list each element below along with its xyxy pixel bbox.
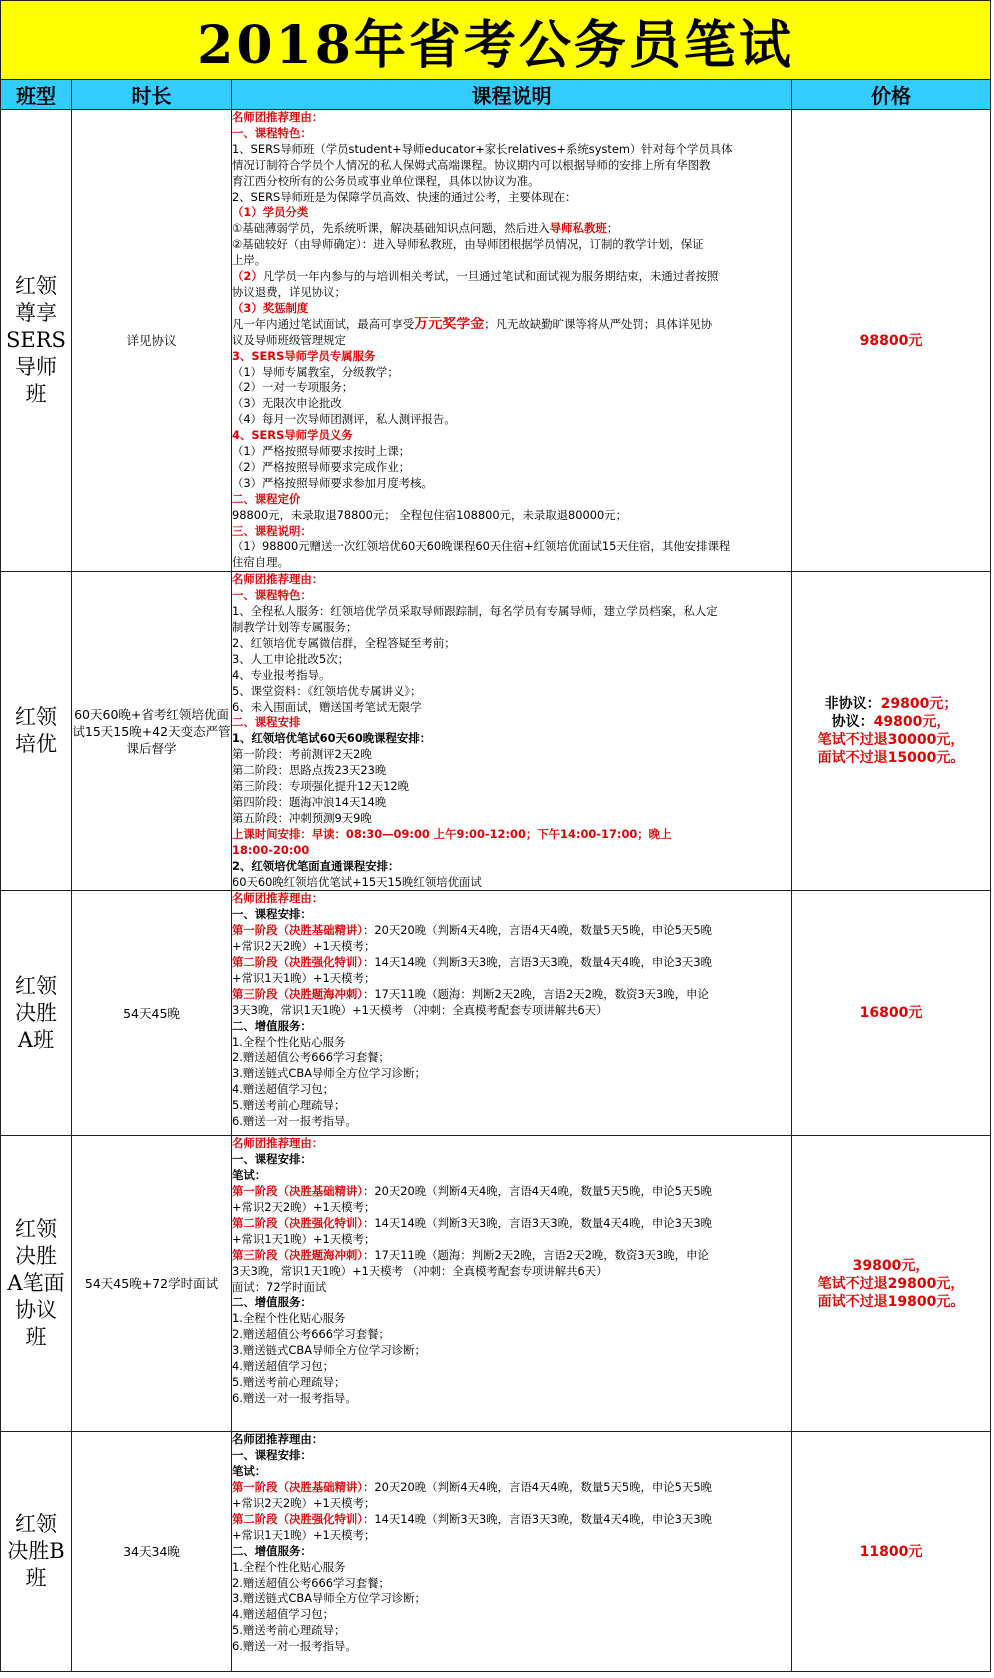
description-text: 4.赠送超值学习包； bbox=[232, 1607, 334, 1622]
description-line bbox=[232, 285, 791, 301]
title-row bbox=[1, 1, 991, 80]
description-line bbox=[232, 652, 791, 668]
description-text: 6.赠送一对一报考指导。 bbox=[232, 1114, 357, 1129]
description-cell bbox=[232, 110, 792, 572]
description-text: 第一阶段（决胜基础精讲） bbox=[232, 1184, 363, 1199]
description-text: （2）严格按照导师要求完成作业； bbox=[232, 459, 411, 474]
description-line bbox=[232, 428, 791, 444]
description-text: 第一阶段（决胜基础精讲） bbox=[232, 923, 363, 938]
description-text: 4、SERS导师学员义务 bbox=[232, 428, 353, 443]
description-line bbox=[232, 1496, 791, 1512]
price-text: 笔试不过退29800元， bbox=[817, 1275, 965, 1292]
price-text: 39800元， bbox=[852, 1257, 930, 1274]
header-row bbox=[1, 80, 991, 110]
description-line bbox=[232, 1066, 791, 1082]
description-cell bbox=[232, 891, 792, 1136]
description-text: 第三阶段：专项强化提升12天12晚 bbox=[232, 779, 410, 794]
description-line bbox=[232, 636, 791, 652]
description-text: 第四阶段：题海冲浪14天14晚 bbox=[232, 794, 387, 809]
description-line bbox=[232, 380, 791, 396]
class-type-cell: 红领 决胜 A班 bbox=[1, 891, 72, 1136]
description-text: +常识2天2晚）+1天模考； bbox=[232, 939, 376, 954]
description-line bbox=[232, 1295, 791, 1311]
description-text: ②基础较好（由导师确定）：进入导师私教班，由导师团根据学员情况，订制的教学计划，保证 bbox=[232, 237, 704, 252]
description-line bbox=[232, 396, 791, 412]
description-line bbox=[232, 1375, 791, 1391]
table-row-jueshi-a bbox=[1, 891, 991, 1136]
description-text: 1、SERS导师班（学员student+导师educator+家长relatives+系统system）针对每个学员具体 bbox=[232, 141, 733, 156]
description-line bbox=[232, 476, 791, 492]
description-text: +常识2天2晚）+1天模考； bbox=[232, 1496, 376, 1511]
description-text: （3）无限次申论批改 bbox=[232, 396, 342, 411]
description-line bbox=[232, 110, 791, 126]
description-text: 4.赠送超值学习包； bbox=[232, 1359, 334, 1374]
description-line bbox=[232, 1114, 791, 1130]
description-text: +常识2天2晚）+1天模考； bbox=[232, 1200, 376, 1215]
header-type: 班型 bbox=[1, 80, 72, 110]
description-text: 2、红领培优笔面直通课程安排： bbox=[232, 858, 400, 873]
description-text: 5.赠送考前心理疏导； bbox=[232, 1098, 346, 1113]
description-line bbox=[232, 237, 791, 253]
description-line bbox=[232, 1528, 791, 1544]
description-line bbox=[232, 620, 791, 636]
duration-cell: 34天34晚 bbox=[72, 1432, 232, 1672]
description-text: 名师团推荐理由： bbox=[232, 1432, 324, 1447]
description-text: 1.全程个性化贴心服务 bbox=[232, 1034, 346, 1049]
description-line bbox=[232, 1480, 791, 1496]
description-text: +常识1天1晚）+1天模考； bbox=[232, 1527, 376, 1542]
price-text: 面试不过退19800元。 bbox=[817, 1293, 965, 1310]
description-line bbox=[232, 843, 791, 859]
price-text: 面试不过退15000元。 bbox=[817, 750, 965, 767]
table-row-jueshi-a-protocol bbox=[1, 1136, 991, 1432]
description-text: （3）奖惩制度 bbox=[232, 300, 309, 315]
description-line bbox=[232, 1464, 791, 1480]
class-type-cell: 红领 尊享 SERS 导师 班 bbox=[1, 110, 72, 572]
description-line bbox=[232, 1232, 791, 1248]
description-line bbox=[232, 987, 791, 1003]
description-line bbox=[232, 859, 791, 875]
description-text: 60天60晚红领培优笔试+15天15晚红领培优面试 bbox=[232, 874, 482, 889]
description-text: 第二阶段：思路点拨23天23晚 bbox=[232, 763, 387, 778]
description-text: 凡一年内通过笔试面试，最高可享受 bbox=[232, 316, 415, 331]
header-description: 课程说明 bbox=[232, 80, 792, 110]
description-line bbox=[232, 412, 791, 428]
description-text: 笔试： bbox=[232, 1464, 267, 1479]
price-cell bbox=[792, 1432, 991, 1672]
description-text: ：20天20晚（判断4天4晚，言语4天4晚，数量5天5晚，申论5天5晚 bbox=[363, 1184, 712, 1199]
price-cell bbox=[792, 572, 991, 891]
description-line bbox=[232, 779, 791, 795]
description-text: 6.赠送一对一报考指导。 bbox=[232, 1639, 357, 1654]
description-text: 二、增值服务： bbox=[232, 1018, 312, 1033]
class-type-cell: 红领 决胜B 班 bbox=[1, 1432, 72, 1672]
description-text: 3天3晚，常识1天1晚）+1天模考 （冲刺：全真模考配套专项讲解共6天） bbox=[232, 1002, 608, 1017]
description-text: 第五阶段：冲刺预测9天9晚 bbox=[232, 810, 372, 825]
description-line bbox=[232, 460, 791, 476]
description-text: （1）严格按照导师要求按时上课； bbox=[232, 444, 411, 459]
description-line bbox=[232, 1639, 791, 1655]
description-cell bbox=[232, 572, 792, 891]
description-text: 3天3晚，常识1天1晚）+1天模考 （冲刺：全真模考配套专项讲解共6天） bbox=[232, 1263, 608, 1278]
description-text: 第一阶段：考前测评2天2晚 bbox=[232, 747, 372, 762]
description-text: ； bbox=[606, 221, 619, 236]
description-line bbox=[232, 939, 791, 955]
description-text: 第二阶段（决胜强化特训） bbox=[232, 1511, 363, 1526]
description-text: 4、专业报考指导。 bbox=[232, 667, 331, 682]
description-line bbox=[232, 444, 791, 460]
duration-cell: 详见协议 bbox=[72, 110, 232, 572]
description-text: （4）每月一次导师团测评，私人测评报告。 bbox=[232, 412, 456, 427]
description-line bbox=[232, 1311, 791, 1327]
description-line bbox=[232, 875, 791, 891]
price-text: 29800元； bbox=[880, 696, 958, 713]
class-type-cell: 红领 决胜 A笔面 协议 班 bbox=[1, 1136, 72, 1432]
description-text: 98800元，未录取退78800元； 全程包住宿108800元，未录取退80000元； bbox=[232, 507, 628, 522]
description-line bbox=[232, 588, 791, 604]
description-text: 5.赠送考前心理疏导； bbox=[232, 1375, 346, 1389]
description-text: 2、红领培优专属微信群，全程答疑至考前； bbox=[232, 635, 456, 650]
description-cell bbox=[232, 1136, 792, 1432]
description-text: ：14天14晚（判断3天3晚，言语3天3晚，数量4天4晚，申论3天3晚 bbox=[363, 1511, 712, 1526]
description-line bbox=[232, 891, 791, 907]
description-line bbox=[232, 731, 791, 747]
description-text: 2.赠送超值公考666学习套餐； bbox=[232, 1050, 390, 1065]
description-text: 第二阶段（决胜强化特训） bbox=[232, 955, 363, 970]
description-line bbox=[232, 333, 791, 349]
description-text: （2） bbox=[232, 269, 263, 284]
description-text: 第三阶段（决胜题海冲刺） bbox=[232, 1247, 363, 1262]
description-text: 第二阶段（决胜强化特训） bbox=[232, 1215, 363, 1230]
description-line bbox=[232, 301, 791, 317]
description-text: 1.全程个性化贴心服务 bbox=[232, 1559, 346, 1574]
description-line bbox=[232, 1359, 791, 1375]
price-text: 49800元， bbox=[873, 714, 951, 731]
description-line bbox=[232, 174, 791, 190]
price-cell bbox=[792, 110, 991, 572]
description-line bbox=[232, 190, 791, 206]
description-text: 住宿自理。 bbox=[232, 555, 289, 570]
description-text: （1）导师专属教室，分级教学； bbox=[232, 364, 399, 379]
description-text: 名师团推荐理由： bbox=[232, 1136, 324, 1151]
description-text: 二、课程安排 bbox=[232, 715, 301, 730]
description-line bbox=[232, 1082, 791, 1098]
description-text: ：14天14晚（判断3天3晚，言语3天3晚，数量4天4晚，申论3天3晚 bbox=[363, 1215, 712, 1230]
description-line bbox=[232, 365, 791, 381]
description-line bbox=[232, 1098, 791, 1114]
description-line bbox=[232, 126, 791, 142]
description-text: 1、全程私人服务：红领培优学员采取导师跟踪制，每名学员有专属导师，建立学员档案，私人定 bbox=[232, 604, 718, 619]
description-line bbox=[232, 1432, 791, 1448]
description-text: ：14天14晚（判断3天3晚，言语3天3晚，数量4天4晚，申论3天3晚 bbox=[363, 955, 712, 970]
description-line bbox=[232, 1327, 791, 1343]
description-text: 万元奖学金 bbox=[414, 316, 485, 332]
description-text: 一、课程安排： bbox=[232, 1152, 312, 1167]
description-text: 3.赠送链式CBA导师全方位学习诊断； bbox=[232, 1343, 426, 1358]
description-text: 一、课程特色： bbox=[232, 125, 312, 140]
table-row-sers bbox=[1, 110, 991, 572]
description-text: 3、SERS导师学员专属服务 bbox=[232, 348, 376, 363]
price-text: 98800元 bbox=[859, 332, 923, 349]
description-line bbox=[232, 1343, 791, 1359]
duration-cell: 54天45晚+72学时面试 bbox=[72, 1136, 232, 1432]
description-line bbox=[232, 1607, 791, 1623]
description-line bbox=[232, 747, 791, 763]
description-text: 上岸。 bbox=[232, 253, 267, 268]
description-text: 3.赠送链式CBA导师全方位学习诊断； bbox=[232, 1066, 426, 1081]
description-text: 二、增值服务： bbox=[232, 1295, 312, 1310]
class-type-cell: 红领 培优 bbox=[1, 572, 72, 891]
description-text: 一、课程安排： bbox=[232, 1448, 312, 1463]
description-line bbox=[232, 1512, 791, 1528]
description-text: （3）严格按照导师要求参加月度考核。 bbox=[232, 475, 433, 490]
description-line bbox=[232, 1280, 791, 1296]
description-line bbox=[232, 1391, 791, 1407]
description-text: 3、人工申论批改5次； bbox=[232, 651, 350, 666]
description-text: ；凡无故缺勤旷课等将从严处罚；具体详见协 bbox=[484, 316, 713, 331]
description-text: （2）一对一专项服务； bbox=[232, 380, 354, 395]
description-text: 名师团推荐理由： bbox=[232, 572, 324, 587]
duration-cell: 60天60晚+省考红领培优面试15天15晚+42天变态严管课后督学 bbox=[72, 572, 232, 891]
description-line bbox=[232, 907, 791, 923]
description-line bbox=[232, 508, 791, 524]
description-text: 第一阶段（决胜基础精讲） bbox=[232, 1480, 363, 1495]
description-text: 情况订制符合学员个人情况的私人保姆式高端课程。协议期内可以根据导师的安排上所有华图教 bbox=[232, 157, 711, 172]
description-text: 18:00-20:00 bbox=[232, 842, 310, 857]
description-line bbox=[232, 1200, 791, 1216]
description-line bbox=[232, 795, 791, 811]
description-text: 6、未入围面试，赠送国考笔试无限学 bbox=[232, 699, 422, 714]
description-line bbox=[232, 763, 791, 779]
description-line bbox=[232, 827, 791, 843]
description-line bbox=[232, 700, 791, 716]
price-text: 11800元 bbox=[859, 1543, 923, 1560]
description-text: 1.全程个性化贴心服务 bbox=[232, 1311, 346, 1326]
description-line bbox=[232, 1448, 791, 1464]
description-line bbox=[232, 524, 791, 540]
description-text: 2、SERS导师班是为保障学员高效、快速的通过公考，主要体现在： bbox=[232, 189, 577, 204]
description-text: 凡学员一年内参与的与培训相关考试，一旦通过笔试和面试视为服务期结束，未通过者按照 bbox=[262, 269, 719, 284]
description-line bbox=[232, 539, 791, 555]
description-line bbox=[232, 1591, 791, 1607]
description-text: 6.赠送一对一报考指导。 bbox=[232, 1390, 357, 1405]
description-line bbox=[232, 1623, 791, 1639]
description-text: 1、红领培优笔试60天60晚课程安排： bbox=[232, 731, 432, 746]
description-line bbox=[232, 1248, 791, 1264]
description-line bbox=[232, 1136, 791, 1152]
price-text: 16800元 bbox=[859, 1005, 923, 1022]
description-line bbox=[232, 1264, 791, 1280]
header-price: 价格 bbox=[792, 80, 991, 110]
description-cell bbox=[232, 1432, 792, 1672]
description-text: 上课时间安排：早读：08:30—09:00 上午9:00-12:00；下午14:00-17:00；晚上 bbox=[232, 826, 672, 841]
table-row-peiyou bbox=[1, 572, 991, 891]
description-text: 5、课堂资料：《红领培优专属讲义》； bbox=[232, 683, 422, 698]
description-text: 制教学计划等专属服务； bbox=[232, 620, 358, 634]
description-text: ：20天20晚（判断4天4晚，言语4天4晚，数量5天5晚，申论5天5晚 bbox=[363, 923, 712, 938]
table-row-jueshi-b bbox=[1, 1432, 991, 1672]
description-line bbox=[232, 572, 791, 588]
description-text: ：17天11晚（题海：判断2天2晚，言语2天2晚，数资3天3晚，申论 bbox=[363, 1247, 709, 1262]
description-line bbox=[232, 684, 791, 700]
description-text: 导师私教班 bbox=[549, 221, 607, 236]
description-text: 名师团推荐理由： bbox=[232, 110, 324, 124]
description-line bbox=[232, 205, 791, 221]
description-text: 二、增值服务： bbox=[232, 1543, 312, 1558]
description-text: （1）98800元赠送一次红领培优60天60晚课程60天住宿+红领培优面试15天住宿，其他安排课程 bbox=[232, 539, 731, 554]
price-text: 非协议： bbox=[824, 696, 881, 713]
price-cell bbox=[792, 1136, 991, 1432]
description-line bbox=[232, 1216, 791, 1232]
description-line bbox=[232, 1152, 791, 1168]
description-line bbox=[232, 1560, 791, 1576]
description-line bbox=[232, 604, 791, 620]
description-line bbox=[232, 555, 791, 571]
description-text: 二、课程定价 bbox=[232, 491, 301, 506]
description-line bbox=[232, 1019, 791, 1035]
description-line bbox=[232, 269, 791, 285]
description-line bbox=[232, 492, 791, 508]
description-text: ：20天20晚（判断4天4晚，言语4天4晚，数量5天5晚，申论5天5晚 bbox=[363, 1480, 712, 1495]
page-title: 2018年省考公务员笔试 bbox=[1, 1, 991, 80]
description-text: +常识1天1晚）+1天模考； bbox=[232, 1231, 376, 1246]
description-text: 3.赠送链式CBA导师全方位学习诊断； bbox=[232, 1591, 426, 1606]
description-text: ：17天11晚（题海：判断2天2晚，言语2天2晚，数资3天3晚，申论 bbox=[363, 986, 709, 1001]
description-line bbox=[232, 1035, 791, 1051]
description-line bbox=[232, 955, 791, 971]
description-line bbox=[232, 1184, 791, 1200]
price-text: 协议： bbox=[831, 714, 874, 731]
description-line bbox=[232, 158, 791, 174]
description-line bbox=[232, 811, 791, 827]
description-line bbox=[232, 317, 791, 333]
description-text: 三、课程说明： bbox=[232, 523, 312, 538]
description-line bbox=[232, 1544, 791, 1560]
description-line bbox=[232, 1168, 791, 1184]
description-line bbox=[232, 668, 791, 684]
description-line bbox=[232, 971, 791, 987]
description-text: 笔试： bbox=[232, 1168, 267, 1183]
description-line bbox=[232, 715, 791, 731]
price-cell bbox=[792, 891, 991, 1136]
description-text: ①基础薄弱学员，先系统听课，解决基础知识点问题，然后进入 bbox=[232, 221, 550, 236]
description-text: 2.赠送超值公考666学习套餐； bbox=[232, 1575, 390, 1590]
description-text: 2.赠送超值公考666学习套餐； bbox=[232, 1327, 390, 1342]
description-line bbox=[232, 1003, 791, 1019]
price-text: 笔试不过退30000元， bbox=[817, 732, 965, 749]
description-text: 协议退费，详见协议； bbox=[232, 284, 346, 299]
description-line bbox=[232, 253, 791, 269]
description-text: 第三阶段（决胜题海冲刺） bbox=[232, 986, 363, 1001]
header-duration: 时长 bbox=[72, 80, 232, 110]
description-text: 一、课程安排： bbox=[232, 907, 312, 922]
description-text: 议及导师班级管理规定 bbox=[232, 332, 346, 347]
description-text: 5.赠送考前心理疏导； bbox=[232, 1623, 346, 1638]
duration-cell: 54天45晚 bbox=[72, 891, 232, 1136]
description-text: 育江西分校所有的公务员或事业单位课程，具体以协议为准。 bbox=[232, 173, 540, 188]
description-line bbox=[232, 1576, 791, 1592]
description-text: 4.赠送超值学习包； bbox=[232, 1082, 334, 1097]
description-text: （1）学员分类 bbox=[232, 205, 309, 220]
description-line bbox=[232, 1050, 791, 1066]
description-text: 一、课程特色： bbox=[232, 588, 312, 603]
description-line bbox=[232, 923, 791, 939]
description-text: 名师团推荐理由： bbox=[232, 891, 324, 906]
description-text: +常识1天1晚）+1天模考； bbox=[232, 970, 376, 985]
description-line bbox=[232, 221, 791, 237]
description-line bbox=[232, 142, 791, 158]
description-text: 面试：72学时面试 bbox=[232, 1279, 327, 1294]
description-line bbox=[232, 349, 791, 365]
